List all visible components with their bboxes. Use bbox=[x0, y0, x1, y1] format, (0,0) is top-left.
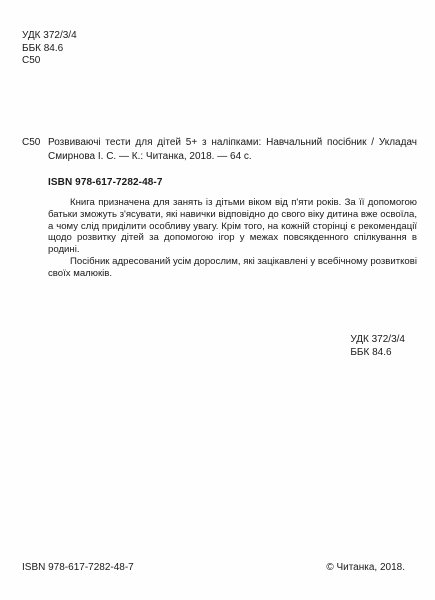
bibliographic-description bbox=[22, 136, 417, 163]
author-mark: С50 bbox=[22, 55, 41, 66]
footer-copyright: © Читанка, 2018. bbox=[326, 562, 405, 573]
footer-isbn: ISBN 978-617-7282-48-7 bbox=[22, 562, 134, 573]
biblio-text: Розвиваючі тести для дітей 5+ з наліпками: Навчальний посібник / Укладач Смирнова І. С. — К.: Читанка, 2018. — 64 с. bbox=[48, 137, 417, 162]
bbk-code: ББК 84.6 bbox=[22, 42, 64, 54]
isbn-main: ISBN 978-617-7282-48-7 bbox=[48, 177, 163, 188]
udk-code: УДК 372/3/4 bbox=[350, 334, 405, 345]
top-classification-codes bbox=[22, 30, 77, 68]
bbk-code: ББК 84.6 bbox=[350, 346, 392, 358]
footer bbox=[22, 562, 405, 573]
udk-code: УДК 372/3/4 bbox=[22, 30, 77, 41]
right-classification-codes bbox=[350, 334, 405, 359]
biblio-author-mark: С50 bbox=[22, 137, 41, 148]
annotation-paragraph: Книга призначена для занять із дітьми віком від п'яти років. За її допомогою батьки зможуть з'ясувати, які навички відповідно до свого віку дитина вже освоїла, а чому слід приділити особливу увагу. Крім того, на кожній сторінці є рекомендації щодо розвитку дітей за допомогою ігор у межах повсякденного спілкування в родині. bbox=[48, 197, 417, 256]
annotation bbox=[48, 197, 417, 280]
annotation-paragraph: Посібник адресований усім дорослим, які зацікавлені у всебічному розвиткові своїх малюків. bbox=[48, 255, 417, 279]
